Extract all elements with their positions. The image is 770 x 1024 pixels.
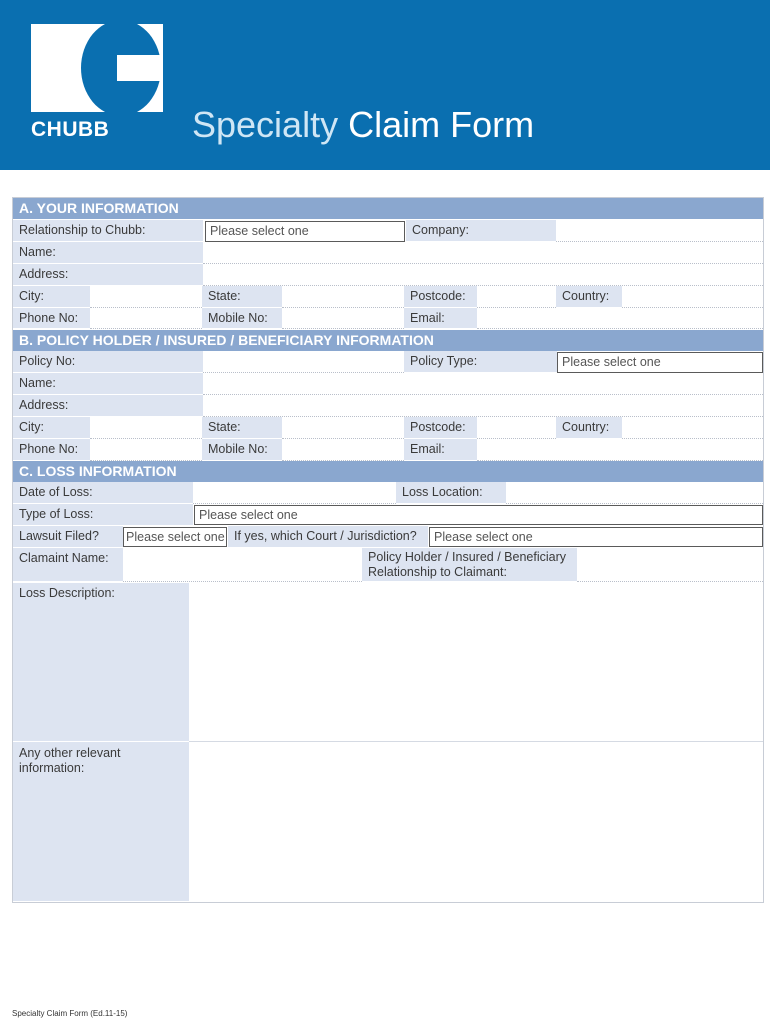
city-field-a[interactable]: [90, 286, 202, 308]
address-label-b: Address:: [13, 395, 203, 417]
section-c-heading: C. LOSS INFORMATION: [13, 461, 763, 482]
chubb-wordmark: CHUBB: [31, 118, 110, 141]
email-label-a: Email:: [404, 308, 477, 329]
policy-type-select[interactable]: Please select one: [557, 352, 763, 373]
other-info-label: Any other relevant information:: [13, 742, 189, 902]
mobile-field-a[interactable]: [282, 308, 404, 329]
address-field-a[interactable]: [203, 264, 763, 286]
name-field-a[interactable]: [203, 242, 763, 264]
type-of-loss-label: Type of Loss:: [13, 504, 193, 526]
postcode-field-a[interactable]: [477, 286, 556, 308]
email-field-a[interactable]: [477, 308, 763, 329]
policy-no-field[interactable]: [203, 351, 404, 373]
postcode-label-a: Postcode:: [404, 286, 477, 308]
address-field-b[interactable]: [203, 395, 763, 417]
lawsuit-filed-select[interactable]: Please select one: [123, 527, 227, 547]
relationship-select[interactable]: Please select one: [205, 221, 405, 242]
mobile-label-a: Mobile No:: [202, 308, 282, 329]
state-field-a[interactable]: [282, 286, 404, 308]
address-label-a: Address:: [13, 264, 203, 286]
claimant-name-label: Clamaint Name:: [13, 548, 123, 582]
email-field-b[interactable]: [477, 439, 763, 461]
postcode-field-b[interactable]: [477, 417, 556, 439]
city-label-b: City:: [13, 417, 90, 439]
header-banner: [0, 0, 770, 170]
phone-field-a[interactable]: [90, 308, 202, 329]
phone-field-b[interactable]: [90, 439, 202, 461]
loss-description-label: Loss Description:: [13, 583, 189, 742]
section-b-heading: B. POLICY HOLDER / INSURED / BENEFICIARY INFORMATION: [13, 330, 763, 351]
type-of-loss-select[interactable]: Please select one: [194, 505, 763, 525]
country-label-b: Country:: [556, 417, 622, 439]
policy-no-label: Policy No:: [13, 351, 203, 373]
title-part-2: Claim Form: [348, 104, 535, 145]
mobile-field-b[interactable]: [282, 439, 404, 461]
court-jurisdiction-select[interactable]: Please select one: [429, 527, 763, 547]
claimant-relationship-field[interactable]: [577, 548, 763, 582]
footer-edition: Specialty Claim Form (Ed.11-15): [12, 1009, 128, 1018]
date-of-loss-field[interactable]: [193, 482, 396, 504]
loss-location-field[interactable]: [506, 482, 763, 504]
country-field-b[interactable]: [622, 417, 763, 439]
city-label-a: City:: [13, 286, 90, 308]
state-field-b[interactable]: [282, 417, 404, 439]
phone-label-a: Phone No:: [13, 308, 90, 329]
country-label-a: Country:: [556, 286, 622, 308]
chubb-logo-mark: [31, 24, 163, 112]
name-label-b: Name:: [13, 373, 203, 395]
other-info-field[interactable]: [189, 742, 763, 902]
country-field-a[interactable]: [622, 286, 763, 308]
loss-location-label: Loss Location:: [396, 482, 506, 504]
policy-type-label: Policy Type:: [404, 351, 557, 373]
company-label: Company:: [406, 220, 556, 242]
relationship-label: Relationship to Chubb:: [13, 220, 203, 242]
phone-label-b: Phone No:: [13, 439, 90, 461]
lawsuit-filed-label: Lawsuit Filed?: [13, 526, 123, 548]
claimant-relationship-label: Policy Holder / Insured / Beneficiary Relationship to Claimant:: [362, 548, 577, 582]
loss-description-field[interactable]: [189, 583, 763, 742]
claimant-name-field[interactable]: [123, 548, 362, 582]
name-label-a: Name:: [13, 242, 203, 264]
page-title: [192, 104, 534, 146]
city-field-b[interactable]: [90, 417, 202, 439]
section-a-heading: A. YOUR INFORMATION: [13, 198, 763, 219]
state-label-b: State:: [202, 417, 282, 439]
company-field[interactable]: [556, 220, 763, 242]
postcode-label-b: Postcode:: [404, 417, 477, 439]
email-label-b: Email:: [404, 439, 477, 461]
mobile-label-b: Mobile No:: [202, 439, 282, 461]
state-label-a: State:: [202, 286, 282, 308]
date-of-loss-label: Date of Loss:: [13, 482, 193, 504]
title-part-1: Specialty: [192, 104, 339, 145]
name-field-b[interactable]: [203, 373, 763, 395]
court-jurisdiction-label: If yes, which Court / Jurisdiction?: [228, 526, 428, 548]
claim-form: [12, 197, 764, 903]
